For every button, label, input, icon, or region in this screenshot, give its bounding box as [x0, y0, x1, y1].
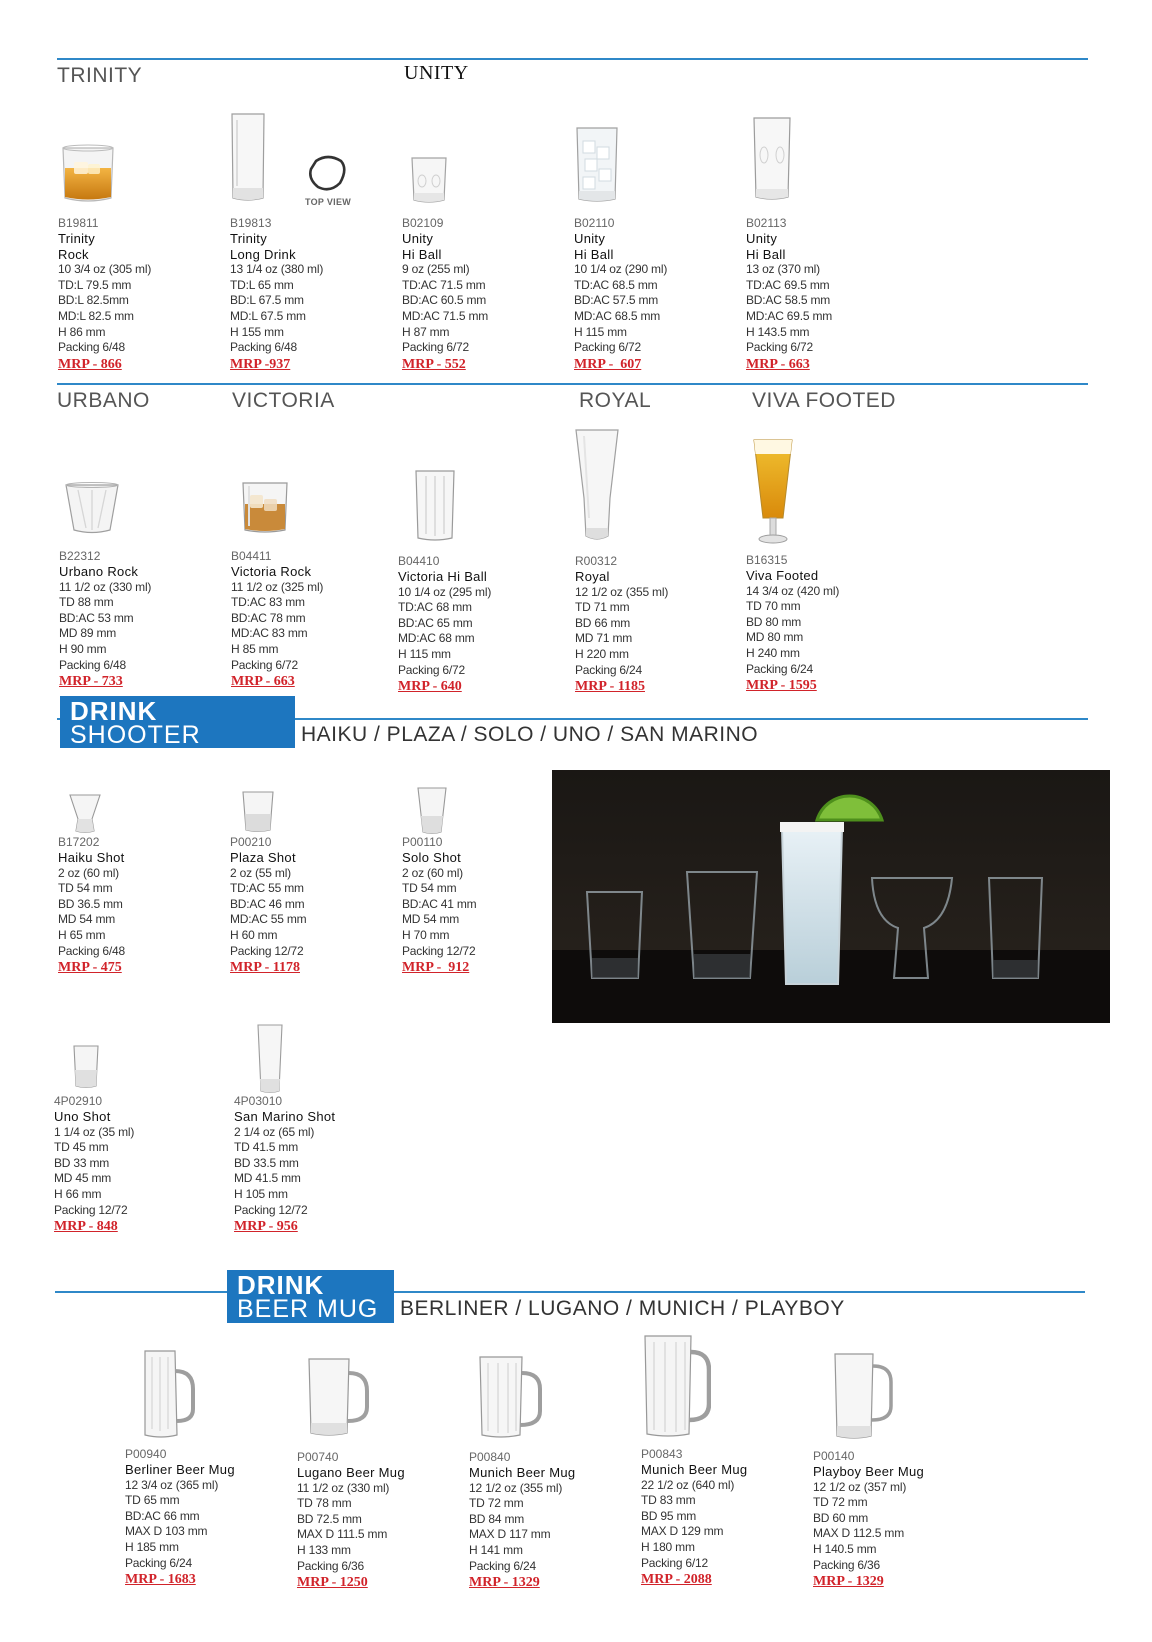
product-spec: Packing 6/72: [398, 662, 465, 677]
trinity-long-drink-glass-icon: [228, 112, 268, 204]
product-spec: 10 3/4 oz (305 ml): [58, 262, 152, 277]
top-view-shape-icon: [308, 155, 348, 193]
product-spec: H 86 mm: [58, 324, 106, 339]
product-card: [813, 1449, 973, 1591]
product-spec: 11 1/2 oz (325 ml): [231, 579, 324, 594]
product-card: [231, 549, 391, 691]
product-spec: TD 71 mm: [575, 600, 630, 615]
product-name: Lugano Beer Mug: [297, 1465, 405, 1480]
product-spec: BD 80 mm: [746, 614, 802, 629]
berliner-beer-mug-icon: [141, 1349, 197, 1441]
product-spec: H 180 mm: [641, 1539, 695, 1554]
product-spec: MAX D 112.5 mm: [813, 1526, 905, 1541]
product-code: B19811: [58, 216, 99, 230]
product-spec: MD 45 mm: [54, 1171, 112, 1186]
product-card: [746, 216, 906, 374]
product-spec: MD:L 67.5 mm: [230, 308, 306, 323]
product-spec: BD:AC 46 mm: [230, 896, 305, 911]
product-spec: MD:AC 55 mm: [230, 912, 307, 927]
product-spec: MAX D 111.5 mm: [297, 1527, 388, 1542]
product-name: San Marino Shot: [234, 1109, 336, 1124]
product-subname: Long Drink: [230, 246, 296, 262]
viva-footed-glass-icon: [751, 438, 795, 546]
product-spec: 12 3/4 oz (365 ml): [125, 1477, 219, 1492]
product-name: Royal: [575, 569, 610, 584]
product-spec: TD 45 mm: [54, 1140, 109, 1155]
product-spec: TD 88 mm: [59, 595, 114, 610]
product-spec: Packing 6/72: [746, 340, 813, 355]
product-spec: TD:AC 68.5 mm: [574, 277, 658, 292]
munich-beer-mug-640ml-icon: [641, 1334, 711, 1440]
product-spec: H 141 mm: [469, 1542, 523, 1557]
product-spec: BD 72.5 mm: [297, 1511, 362, 1526]
drink-shooter-banner: [60, 696, 295, 748]
product-spec: TD 78 mm: [297, 1496, 352, 1511]
product-spec: 2 1/4 oz (65 ml): [234, 1124, 315, 1139]
shot-glasses-photo-illustration: [552, 770, 1110, 1023]
product-spec: Packing 6/12: [641, 1555, 708, 1570]
product-code: P00940: [125, 1447, 167, 1461]
product-mrp-price: MRP - 2088: [641, 1572, 712, 1588]
banner-light: SHOOTER: [70, 721, 201, 749]
product-mrp-price: MRP - 848: [54, 1219, 118, 1235]
product-name: Victoria Hi Ball: [398, 569, 488, 584]
product-card: [58, 216, 218, 374]
product-spec: MAX D 117 mm: [469, 1527, 551, 1542]
product-spec: H 85 mm: [231, 641, 279, 656]
san-marino-shot-glass-icon: [256, 1023, 284, 1095]
product-card: [746, 553, 906, 695]
trinity-rock-glass-icon: [60, 142, 116, 206]
product-card: [230, 835, 390, 977]
product-spec: BD:AC 78 mm: [231, 610, 306, 625]
product-card: [125, 1447, 285, 1589]
product-spec: 1 1/4 oz (35 ml): [54, 1124, 135, 1139]
product-mrp-price: MRP - 1178: [230, 960, 300, 976]
product-code: P00140: [813, 1449, 855, 1463]
product-spec: H 220 mm: [575, 646, 629, 661]
product-spec: 10 1/4 oz (295 ml): [398, 584, 492, 599]
product-spec: Packing 12/72: [402, 943, 476, 958]
product-name: Unity: [746, 231, 778, 246]
product-name: Trinity: [58, 231, 96, 246]
product-mrp-price: MRP - 1329: [469, 1575, 540, 1591]
product-spec: TD:AC 68 mm: [398, 600, 472, 615]
product-card: [234, 1094, 394, 1236]
product-spec: Packing 12/72: [230, 943, 304, 958]
solo-shot-glass-icon: [416, 786, 448, 836]
product-card: [59, 549, 219, 691]
section-title-trinity: TRINITY: [57, 64, 143, 87]
product-spec: BD:AC 53 mm: [59, 610, 134, 625]
banner-bold: DRINK: [237, 1270, 325, 1300]
banner-bold: DRINK: [70, 696, 158, 726]
product-card: [230, 216, 390, 374]
product-code: B17202: [58, 835, 100, 849]
product-spec: 13 1/4 oz (380 ml): [230, 262, 324, 277]
unity-hi-ball-9oz-glass-icon: [410, 155, 448, 205]
product-code: P00210: [230, 835, 272, 849]
section-title-victoria: VICTORIA: [232, 389, 335, 412]
product-spec: 12 1/2 oz (355 ml): [575, 584, 669, 599]
product-name: Haiku Shot: [58, 850, 125, 865]
product-code: B02109: [402, 216, 444, 230]
royal-glass-icon: [574, 428, 620, 548]
product-card: [469, 1450, 629, 1592]
product-spec: Packing 12/72: [234, 1202, 308, 1217]
product-code: B22312: [59, 549, 101, 563]
munich-beer-mug-355ml-icon: [476, 1355, 542, 1441]
product-spec: 22 1/2 oz (640 ml): [641, 1477, 735, 1492]
unity-hi-ball-10oz-glass-icon: [575, 125, 619, 205]
product-name: Unity: [574, 231, 606, 246]
product-spec: H 70 mm: [402, 927, 450, 942]
victoria-rock-glass-icon: [240, 480, 290, 536]
product-spec: TD:AC 55 mm: [230, 881, 304, 896]
product-subname: Hi Ball: [402, 246, 442, 262]
product-spec: BD 33.5 mm: [234, 1155, 299, 1170]
product-card: [398, 554, 558, 696]
product-spec: 13 oz (370 ml): [746, 262, 820, 277]
product-card: [402, 216, 562, 374]
product-card: [641, 1447, 801, 1589]
product-mrp-price: MRP - 475: [58, 960, 122, 976]
product-mrp-price: MRP - 912: [402, 960, 470, 976]
product-mrp-price: MRP - 1250: [297, 1575, 368, 1591]
product-name: Trinity: [230, 231, 268, 246]
product-spec: MD 54 mm: [58, 912, 116, 927]
product-spec: H 143.5 mm: [746, 324, 810, 339]
product-spec: MD 71 mm: [575, 631, 633, 646]
product-spec: H 115 mm: [398, 646, 451, 661]
product-spec: H 66 mm: [54, 1186, 102, 1201]
product-spec: Packing 6/24: [575, 662, 642, 677]
product-spec: BD:AC 60.5 mm: [402, 293, 487, 308]
product-name: Victoria Rock: [231, 564, 312, 579]
product-spec: 9 oz (255 ml): [402, 262, 470, 277]
product-code: P00840: [469, 1450, 511, 1464]
product-card: [54, 1094, 214, 1236]
product-card: [574, 216, 734, 374]
product-spec: TD 54 mm: [402, 881, 457, 896]
product-spec: TD 83 mm: [641, 1493, 696, 1508]
product-card: [402, 835, 562, 977]
divider-line: [55, 1291, 1085, 1293]
product-mrp-price: MRP - 1683: [125, 1572, 196, 1588]
product-spec: BD 60 mm: [813, 1510, 869, 1525]
plaza-shot-glass-icon: [241, 790, 275, 834]
product-spec: TD 65 mm: [125, 1493, 180, 1508]
product-mrp-price: MRP - 607: [574, 356, 642, 372]
product-spec: H 240 mm: [746, 645, 800, 660]
urbano-rock-glass-icon: [64, 482, 120, 536]
shooter-section-title: HAIKU / PLAZA / SOLO / UNO / SAN MARINO: [301, 723, 759, 746]
product-code: P00740: [297, 1450, 339, 1464]
uno-shot-glass-icon: [72, 1044, 100, 1090]
product-spec: 2 oz (60 ml): [58, 865, 119, 880]
product-spec: BD:AC 41 mm: [402, 896, 477, 911]
product-spec: BD 84 mm: [469, 1511, 525, 1526]
product-spec: BD 33 mm: [54, 1155, 110, 1170]
product-spec: TD 70 mm: [746, 599, 801, 614]
section-title-royal: ROYAL: [579, 389, 652, 412]
product-spec: Packing 12/72: [54, 1202, 128, 1217]
product-spec: Packing 6/72: [402, 340, 469, 355]
product-spec: 11 1/2 oz (330 ml): [297, 1480, 390, 1495]
product-spec: MD 80 mm: [746, 630, 804, 645]
product-spec: BD:L 82.5mm: [58, 293, 129, 308]
product-spec: MD:AC 68.5 mm: [574, 308, 661, 323]
product-mrp-price: MRP - 1595: [746, 678, 817, 694]
product-name: Munich Beer Mug: [469, 1465, 576, 1480]
product-spec: BD 36.5 mm: [58, 896, 123, 911]
product-spec: MAX D 129 mm: [641, 1524, 724, 1539]
product-card: [297, 1450, 457, 1592]
product-spec: MD:AC 69.5 mm: [746, 308, 833, 323]
divider-line: [57, 383, 1088, 385]
product-spec: Packing 6/72: [231, 657, 298, 672]
drink-beer-mug-banner: [227, 1270, 394, 1323]
product-spec: 12 1/2 oz (355 ml): [469, 1480, 563, 1495]
product-spec: Packing 6/72: [574, 340, 641, 355]
product-code: B16315: [746, 553, 788, 567]
product-mrp-price: MRP - 1329: [813, 1574, 884, 1590]
product-code: B04410: [398, 554, 440, 568]
product-name: Unity: [402, 231, 434, 246]
product-name: Urbano Rock: [59, 564, 139, 579]
product-spec: BD:AC 58.5 mm: [746, 293, 831, 308]
product-spec: TD:AC 71.5 mm: [402, 277, 486, 292]
product-spec: BD:L 67.5 mm: [230, 293, 304, 308]
product-spec: H 115 mm: [574, 324, 627, 339]
product-spec: TD:L 79.5 mm: [58, 277, 132, 292]
product-code: P00110: [402, 835, 443, 849]
product-spec: BD:AC 65 mm: [398, 615, 473, 630]
product-spec: MD:AC 68 mm: [398, 631, 475, 646]
product-spec: Packing 6/24: [746, 661, 813, 676]
product-spec: Packing 6/36: [297, 1558, 364, 1573]
product-spec: BD:AC 57.5 mm: [574, 293, 659, 308]
product-spec: H 185 mm: [125, 1539, 179, 1554]
product-code: B19813: [230, 216, 272, 230]
product-name: Uno Shot: [54, 1109, 111, 1124]
product-spec: Packing 6/48: [230, 340, 297, 355]
product-mrp-price: MRP - 956: [234, 1219, 298, 1235]
product-subname: Hi Ball: [574, 246, 614, 262]
product-name: Playboy Beer Mug: [813, 1464, 925, 1479]
product-mrp-price: MRP - 1185: [575, 679, 645, 695]
divider-line: [57, 58, 1088, 60]
product-spec: H 90 mm: [59, 641, 107, 656]
product-code: 4P02910: [54, 1094, 103, 1108]
product-code: B02110: [574, 216, 615, 230]
product-spec: H 105 mm: [234, 1186, 288, 1201]
product-subname: Hi Ball: [746, 246, 786, 262]
product-spec: 2 oz (60 ml): [402, 865, 463, 880]
product-code: B02113: [746, 216, 787, 230]
product-spec: Packing 6/48: [59, 657, 126, 672]
product-mrp-price: MRP - 733: [59, 674, 123, 690]
product-card: [58, 835, 218, 977]
section-title-viva-footed: VIVA FOOTED: [752, 389, 896, 412]
product-name: Berliner Beer Mug: [125, 1462, 235, 1477]
product-spec: BD:AC 66 mm: [125, 1508, 200, 1523]
product-subname: Rock: [58, 246, 89, 262]
product-spec: 10 1/4 oz (290 ml): [574, 262, 668, 277]
product-spec: Packing 6/24: [125, 1555, 192, 1570]
product-spec: MD:L 82.5 mm: [58, 308, 134, 323]
product-mrp-price: MRP - 663: [746, 356, 810, 372]
product-spec: MD 54 mm: [402, 912, 460, 927]
product-spec: TD 54 mm: [58, 881, 113, 896]
product-spec: MD 89 mm: [59, 626, 117, 641]
product-spec: Packing 6/36: [813, 1557, 880, 1572]
product-mrp-price: MRP - 640: [398, 679, 462, 695]
product-spec: H 87 mm: [402, 324, 450, 339]
product-name: Plaza Shot: [230, 850, 296, 865]
lugano-beer-mug-icon: [305, 1357, 369, 1439]
product-card: [575, 554, 735, 696]
product-code: P00843: [641, 1447, 683, 1461]
product-spec: 12 1/2 oz (357 ml): [813, 1479, 907, 1494]
playboy-beer-mug-icon: [831, 1352, 895, 1442]
product-mrp-price: MRP - 663: [231, 674, 295, 690]
banner-light: BEER MUG: [237, 1295, 379, 1323]
product-spec: H 140.5 mm: [813, 1541, 877, 1556]
product-spec: TD:AC 83 mm: [231, 595, 305, 610]
product-spec: TD 72 mm: [813, 1495, 868, 1510]
product-spec: TD 72 mm: [469, 1496, 524, 1511]
section-title-unity: UNITY: [404, 62, 469, 84]
product-spec: Packing 6/24: [469, 1558, 536, 1573]
product-spec: BD 66 mm: [575, 615, 631, 630]
product-spec: MAX D 103 mm: [125, 1524, 208, 1539]
product-spec: BD 95 mm: [641, 1508, 697, 1523]
product-spec: 11 1/2 oz (330 ml): [59, 579, 152, 594]
beer-section-title: BERLINER / LUGANO / MUNICH / PLAYBOY: [400, 1297, 845, 1320]
victoria-hi-ball-glass-icon: [414, 468, 456, 544]
product-mrp-price: MRP -937: [230, 356, 291, 372]
product-spec: H 133 mm: [297, 1542, 351, 1557]
product-spec: 14 3/4 oz (420 ml): [746, 583, 840, 598]
top-view-label: TOP VIEW: [305, 197, 352, 207]
product-spec: MD:AC 83 mm: [231, 626, 308, 641]
product-spec: H 65 mm: [58, 927, 106, 942]
unity-hi-ball-13oz-glass-icon: [752, 115, 792, 203]
shot-glasses-photo: [552, 770, 1110, 1023]
product-spec: H 60 mm: [230, 927, 278, 942]
product-spec: TD:AC 69.5 mm: [746, 277, 830, 292]
product-spec: Packing 6/48: [58, 943, 125, 958]
product-code: B04411: [231, 549, 272, 563]
product-spec: MD 41.5 mm: [234, 1171, 301, 1186]
product-name: Viva Footed: [746, 568, 819, 583]
product-mrp-price: MRP - 866: [58, 356, 122, 372]
product-spec: Packing 6/48: [58, 340, 125, 355]
product-code: 4P03010: [234, 1094, 283, 1108]
section-title-urbano: URBANO: [57, 389, 150, 412]
product-spec: TD:L 65 mm: [230, 277, 294, 292]
product-name: Munich Beer Mug: [641, 1462, 748, 1477]
haiku-shot-glass-icon: [68, 793, 102, 835]
product-code: R00312: [575, 554, 618, 568]
product-spec: MD:AC 71.5 mm: [402, 308, 489, 323]
product-spec: 2 oz (55 ml): [230, 865, 291, 880]
product-name: Solo Shot: [402, 850, 462, 865]
product-spec: TD 41.5 mm: [234, 1140, 299, 1155]
product-spec: H 155 mm: [230, 324, 284, 339]
product-mrp-price: MRP - 552: [402, 356, 466, 372]
